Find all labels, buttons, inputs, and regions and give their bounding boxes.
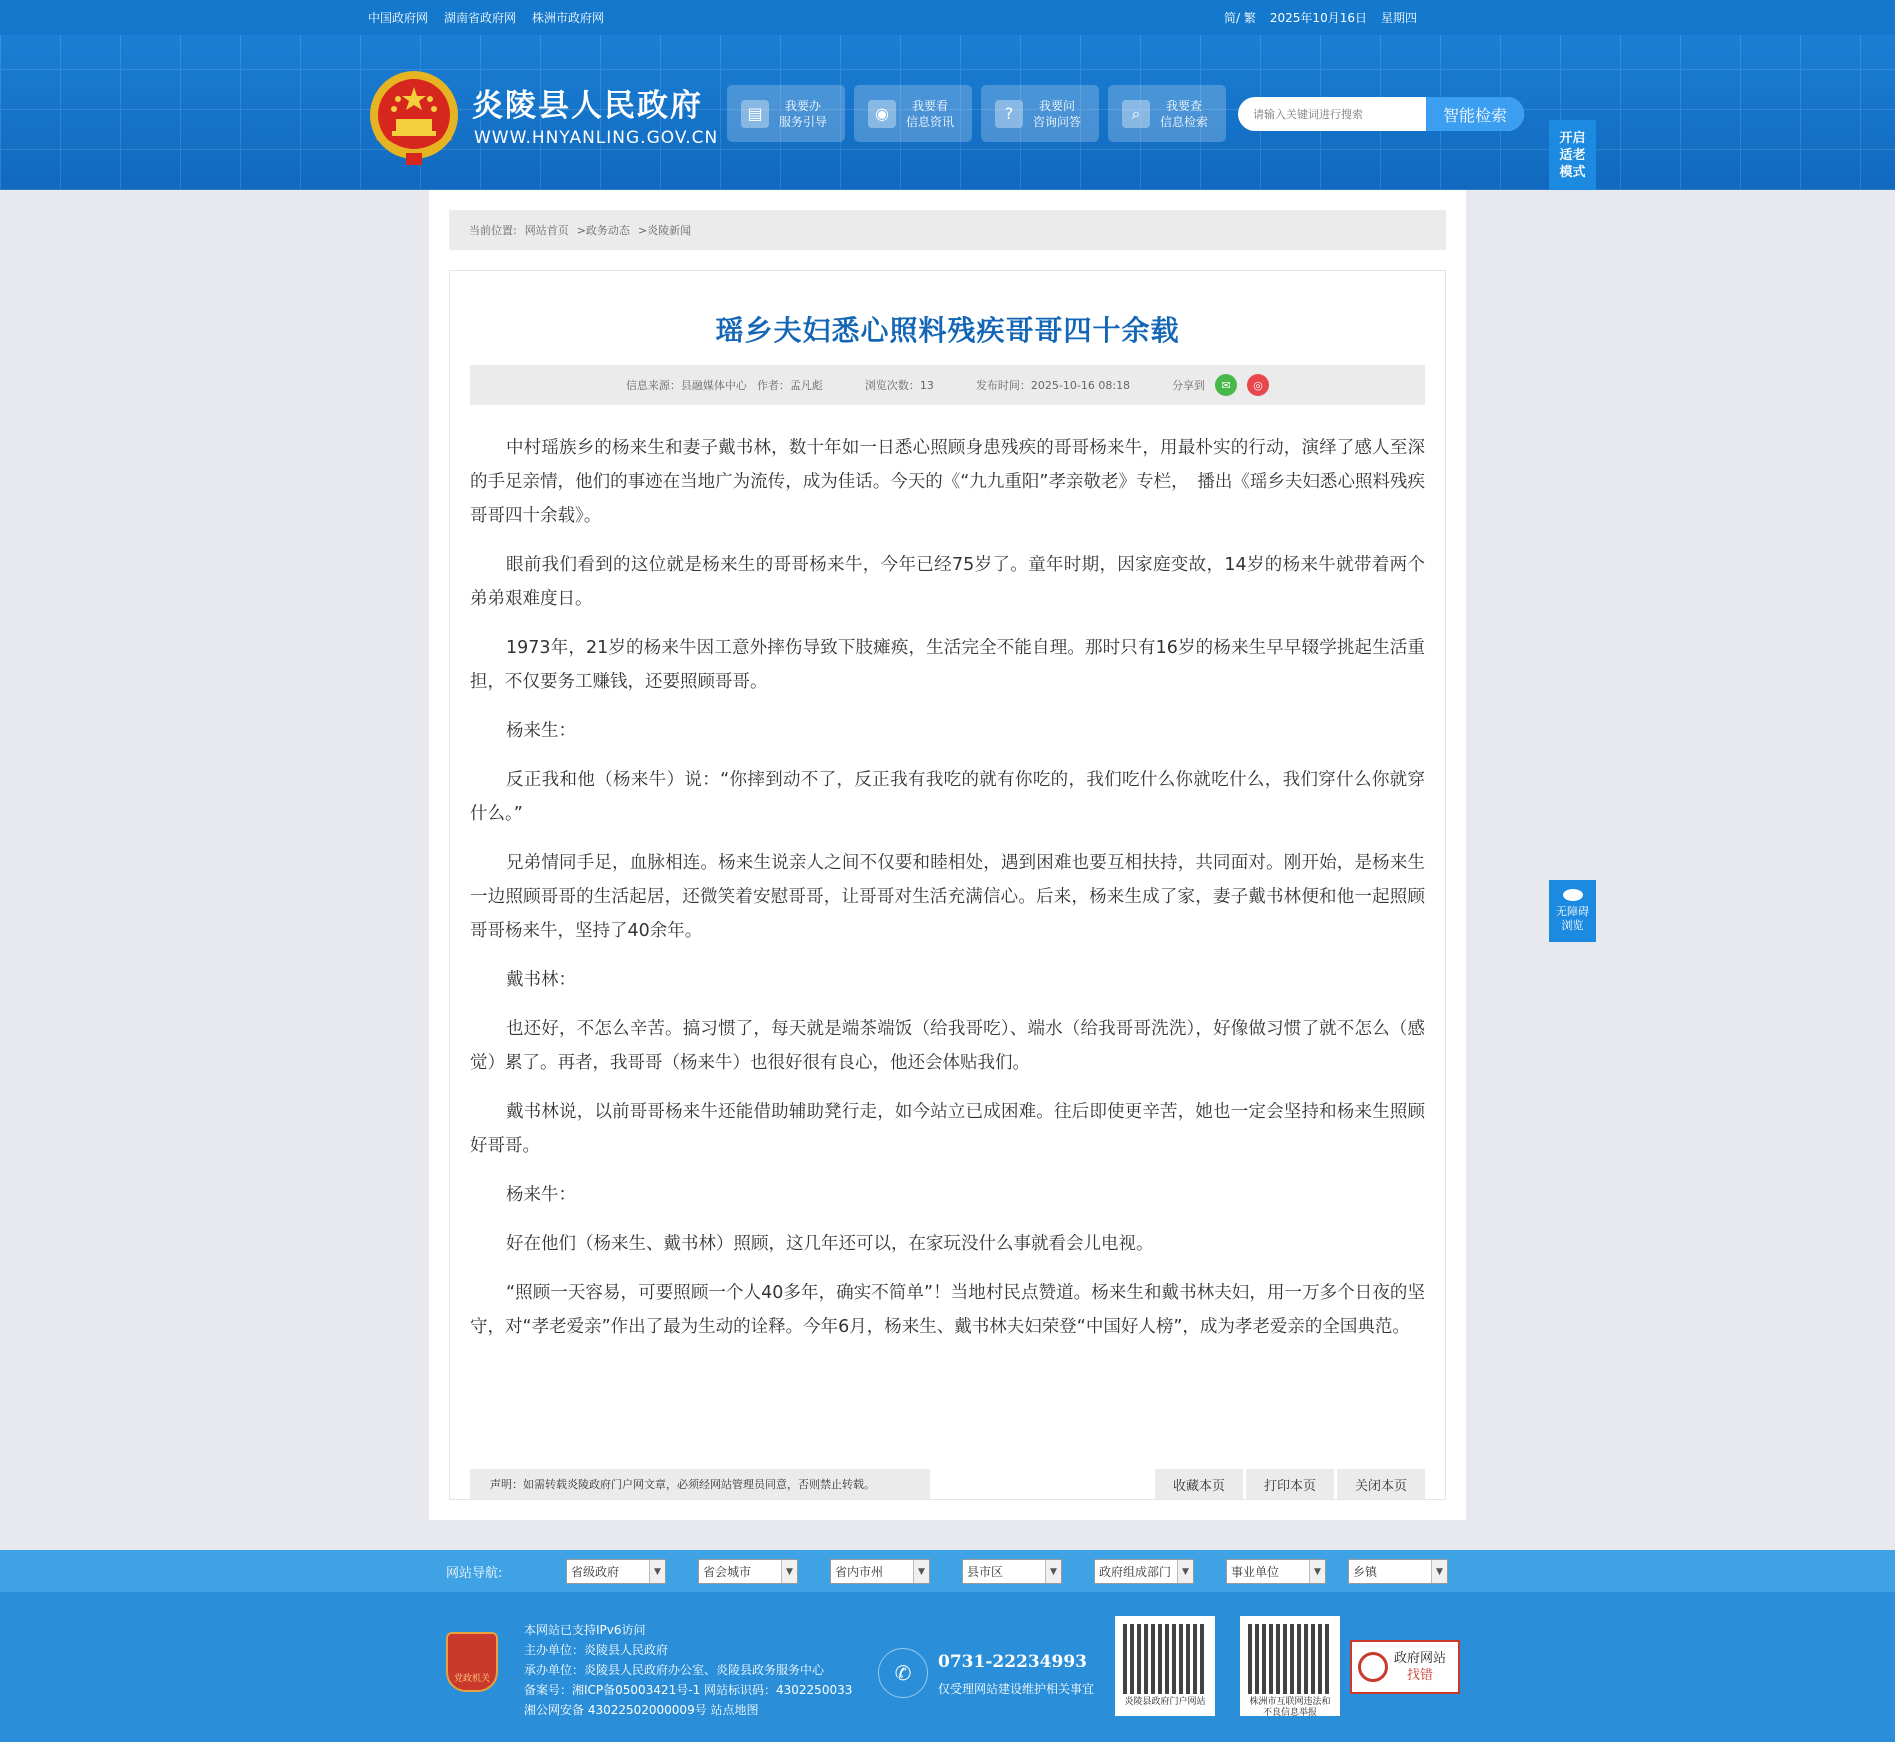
breadcrumb-label: 当前位置: bbox=[469, 224, 517, 237]
article-paragraph: 戴书林说，以前哥哥杨来牛还能借助辅助凳行走，如今站立已成困难。往后即使更辛苦，她也一定会坚持和杨来生照顾好哥哥。 bbox=[470, 1102, 1425, 1156]
portal-qr-code bbox=[1115, 1616, 1215, 1716]
site-header bbox=[0, 35, 1895, 190]
footer-organizer: 承办单位：炎陵县人民政府办公室、炎陵县政务服务中心 bbox=[524, 1663, 825, 1677]
footer-ipv6: 本网站已支持IPv6访问 bbox=[524, 1623, 646, 1637]
phone-icon: ✆ bbox=[878, 1648, 928, 1698]
article-source: 信息来源：县融媒体中心 bbox=[625, 379, 747, 392]
select-value: 政府组成部门 bbox=[1099, 1565, 1172, 1579]
site-footer bbox=[0, 1592, 1895, 1742]
select-gov-departments[interactable] bbox=[1094, 1559, 1194, 1584]
wechat-share-icon[interactable]: ✉ bbox=[1215, 374, 1237, 396]
top-right bbox=[1224, 0, 1417, 35]
article-author: 作者：孟凡彪 bbox=[756, 379, 823, 392]
article-paragraph: 也还好，不怎么辛苦。搞习惯了，每天就是端茶端饭（给我哥吃）、端水（给我哥哥洗洗），好像做习惯了就不怎么（感觉）累了。再者，我哥哥（杨来牛）也很好很有良心，他还会体贴我们。 bbox=[470, 1019, 1425, 1073]
accessibility-button[interactable] bbox=[1549, 880, 1596, 942]
select-value: 省会城市 bbox=[703, 1565, 752, 1579]
magnifier-icon bbox=[1358, 1652, 1388, 1682]
qr-code-icon bbox=[1248, 1624, 1332, 1694]
breadcrumb bbox=[449, 210, 1446, 250]
qr-caption: 炎陵县政府门户网站 bbox=[1124, 1697, 1206, 1707]
article-published: 发布时间：2025-10-16 08:18 bbox=[975, 379, 1131, 392]
contact-phone: 0731-22234993 bbox=[938, 1652, 1087, 1672]
select-counties[interactable] bbox=[962, 1559, 1062, 1584]
accessibility-label: 浏览 bbox=[1561, 919, 1584, 932]
breadcrumb-home[interactable]: 网站首页 bbox=[524, 224, 569, 237]
nav-button-search-info[interactable] bbox=[1108, 85, 1226, 142]
top-bar bbox=[0, 0, 1895, 35]
nav-label: 我要办 bbox=[785, 98, 822, 113]
elder-mode-label: 模式 bbox=[1559, 164, 1586, 180]
site-navigation-bar bbox=[0, 1550, 1895, 1592]
top-links bbox=[368, 0, 604, 35]
search-input[interactable] bbox=[1238, 97, 1424, 131]
weibo-share-icon[interactable]: ◎ bbox=[1247, 374, 1269, 396]
article-paragraph: 好在他们（杨来生、戴书林）照顾，这几年还可以，在家玩没什么事就看会儿电视。 bbox=[506, 1234, 1154, 1254]
current-weekday: 星期四 bbox=[1380, 11, 1417, 25]
nav-sublabel: 服务引导 bbox=[779, 114, 828, 129]
article-title: 瑶乡夫妇悉心照料残疾哥哥四十余载 bbox=[715, 314, 1180, 347]
article-paragraph: 中村瑶族乡的杨来生和妻子戴书林，数十年如一日悉心照顾身患残疾的哥哥杨来牛，用最朴实的行动，演绎了感人至深的手足亲情，他们的事迹在当地广为流传，成为佳话。今天的《“九九重阳”孝亲敬老》专栏， 播出《瑶乡夫妇悉心照料残疾哥哥四十余载》。 bbox=[470, 438, 1425, 526]
footer-icp[interactable]: 备案号：湘ICP备05003421号-1 网站标识码：4302250033 bbox=[524, 1683, 853, 1697]
error-report-label: 政府网站 bbox=[1394, 1651, 1447, 1666]
nav-label: 我要问 bbox=[1039, 98, 1076, 113]
article-paragraph: 反正我和他（杨来牛）说：“你摔到动不了，反正我有我吃的就有你吃的，我们吃什么你就吃什么，我们穿什么你就穿什么。” bbox=[470, 770, 1425, 824]
party-gov-badge[interactable] bbox=[446, 1632, 498, 1692]
site-title[interactable]: 炎陵县人民政府 bbox=[472, 88, 703, 124]
nav-button-consult[interactable] bbox=[981, 85, 1099, 142]
accessibility-label: 无障碍 bbox=[1556, 905, 1589, 918]
chevron-down-icon: ▼ bbox=[913, 1560, 929, 1583]
bookmark-page-button[interactable]: 收藏本页 bbox=[1155, 1469, 1243, 1499]
contact-phone-note: 仅受理网站建设维护相关事宜 bbox=[938, 1682, 1095, 1696]
article-paragraph: 1973年，21岁的杨来牛因工意外摔伤导致下肢瘫痪，生活完全不能自理。那时只有16岁的杨来生早早辍学挑起生活重担，不仅要务工赚钱，还要照顾哥哥。 bbox=[470, 638, 1425, 692]
chevron-down-icon: ▼ bbox=[1309, 1560, 1325, 1583]
question-icon: ? bbox=[995, 100, 1023, 128]
article-paragraph: 杨来生： bbox=[506, 721, 576, 741]
footer-info bbox=[524, 1620, 852, 1720]
elder-mode-label: 开启 bbox=[1559, 130, 1586, 146]
language-switch[interactable]: 简/ 繁 bbox=[1224, 11, 1256, 25]
report-qr-code bbox=[1240, 1616, 1340, 1716]
nav-sublabel: 信息检索 bbox=[1160, 114, 1209, 129]
nav-button-info[interactable] bbox=[854, 85, 972, 142]
select-province-cities[interactable] bbox=[830, 1559, 930, 1584]
article-paragraph: 兄弟情同手足，血脉相连。杨来生说亲人之间不仅要和睦相处，遇到困难也要互相扶持，共同面对。刚开始，是杨来生一边照顾哥哥的生活起居，还微笑着安慰哥哥，让哥哥对生活充满信心。后来，杨来生成了家，妻子戴书林便和他一起照顾哥哥杨来牛，坚持了40余年。 bbox=[470, 853, 1425, 941]
nav-sublabel: 信息资讯 bbox=[906, 114, 955, 129]
print-page-button[interactable]: 打印本页 bbox=[1246, 1469, 1334, 1499]
select-capital-cities[interactable] bbox=[698, 1559, 798, 1584]
chevron-down-icon: ▼ bbox=[1177, 1560, 1193, 1583]
footer-police-record[interactable]: 湘公网安备 43022502000009号 站点地图 bbox=[524, 1703, 759, 1717]
select-towns[interactable] bbox=[1348, 1559, 1448, 1584]
article-paragraph: 眼前我们看到的这位就是杨来生的哥哥杨来牛，今年已经75岁了。童年时期，因家庭变故，14岁的杨来牛就带着两个弟弟艰难度日。 bbox=[470, 555, 1425, 609]
chevron-down-icon: ▼ bbox=[1045, 1560, 1061, 1583]
article-views: 浏览次数：13 bbox=[864, 379, 934, 392]
article-content bbox=[470, 431, 1425, 1359]
nav-label: 我要查 bbox=[1166, 98, 1203, 113]
select-public-institutions[interactable] bbox=[1226, 1559, 1326, 1584]
nav-button-service-guide[interactable] bbox=[727, 85, 845, 142]
nav-sublabel: 咨询问答 bbox=[1033, 114, 1082, 129]
qr-code-icon bbox=[1123, 1624, 1207, 1694]
article-paragraph: 戴书林： bbox=[506, 970, 576, 990]
national-emblem-icon[interactable] bbox=[366, 69, 462, 169]
select-value: 省内市州 bbox=[835, 1565, 884, 1579]
eye-icon: ◉ bbox=[868, 100, 896, 128]
gov-site-error-report-button[interactable] bbox=[1350, 1640, 1460, 1694]
site-url: WWW.HNYANLING.GOV.CN bbox=[474, 128, 719, 148]
chevron-down-icon: ▼ bbox=[649, 1560, 665, 1583]
select-value: 事业单位 bbox=[1231, 1565, 1280, 1579]
top-link-zhuzhou-gov[interactable]: 株洲市政府网 bbox=[532, 11, 605, 25]
breadcrumb-gov-news[interactable]: >政务动态 bbox=[576, 224, 630, 237]
main-container bbox=[429, 190, 1466, 1520]
elder-mode-button[interactable] bbox=[1549, 120, 1596, 190]
share-label: 分享到 bbox=[1172, 379, 1206, 392]
search-box bbox=[1238, 97, 1524, 131]
article-actions bbox=[1155, 1469, 1425, 1499]
article-footer-bar bbox=[470, 1469, 1425, 1499]
select-value: 乡镇 bbox=[1353, 1565, 1378, 1579]
article-paragraph: 杨来牛： bbox=[506, 1185, 576, 1205]
top-link-china-gov[interactable]: 中国政府网 bbox=[368, 11, 429, 25]
article-paragraph: “照顾一天容易，可要照顾一个人40多年，确实不简单”！当地村民点赞道。杨来生和戴书林夫妇，用一万多个日夜的坚守，对“孝老爱亲”作出了最为生动的诠释。今年6月，杨来生、戴书林夫妇荣登“中国好人榜”，成为孝老爱亲的全国典范。 bbox=[470, 1283, 1425, 1337]
search-icon: ⌕ bbox=[1122, 100, 1150, 128]
article-meta bbox=[470, 365, 1425, 405]
site-nav-label: 网站导航: bbox=[446, 1565, 503, 1581]
document-icon: ▤ bbox=[741, 100, 769, 128]
article bbox=[449, 270, 1446, 1500]
footer-host: 主办单位：炎陵县人民政府 bbox=[524, 1643, 669, 1657]
nav-label: 我要看 bbox=[912, 98, 949, 113]
select-provincial-gov[interactable] bbox=[566, 1559, 666, 1584]
top-link-hunan-gov[interactable]: 湖南省政府网 bbox=[444, 11, 517, 25]
error-report-sublabel: 找错 bbox=[1407, 1668, 1434, 1683]
select-value: 县市区 bbox=[967, 1565, 1004, 1579]
party-gov-badge-label: 党政机关 bbox=[453, 1674, 490, 1684]
copyright-notice: 声明：如需转载炎陵政府门户网文章，必须经网站管理员同意，否则禁止转载。 bbox=[470, 1469, 930, 1499]
elder-mode-label: 适老 bbox=[1559, 147, 1586, 163]
breadcrumb-yanling-news[interactable]: >炎陵新闻 bbox=[637, 224, 692, 237]
smart-search-button[interactable]: 智能检索 bbox=[1426, 97, 1524, 131]
current-date: 2025年10月16日 bbox=[1269, 11, 1367, 25]
chevron-down-icon: ▼ bbox=[1431, 1560, 1447, 1583]
qr-caption: 株洲市互联网违法和不良信息举报 bbox=[1249, 1697, 1331, 1718]
select-value: 省级政府 bbox=[571, 1565, 620, 1579]
eye-icon bbox=[1563, 889, 1583, 901]
chevron-down-icon: ▼ bbox=[781, 1560, 797, 1583]
close-page-button[interactable]: 关闭本页 bbox=[1337, 1469, 1425, 1499]
